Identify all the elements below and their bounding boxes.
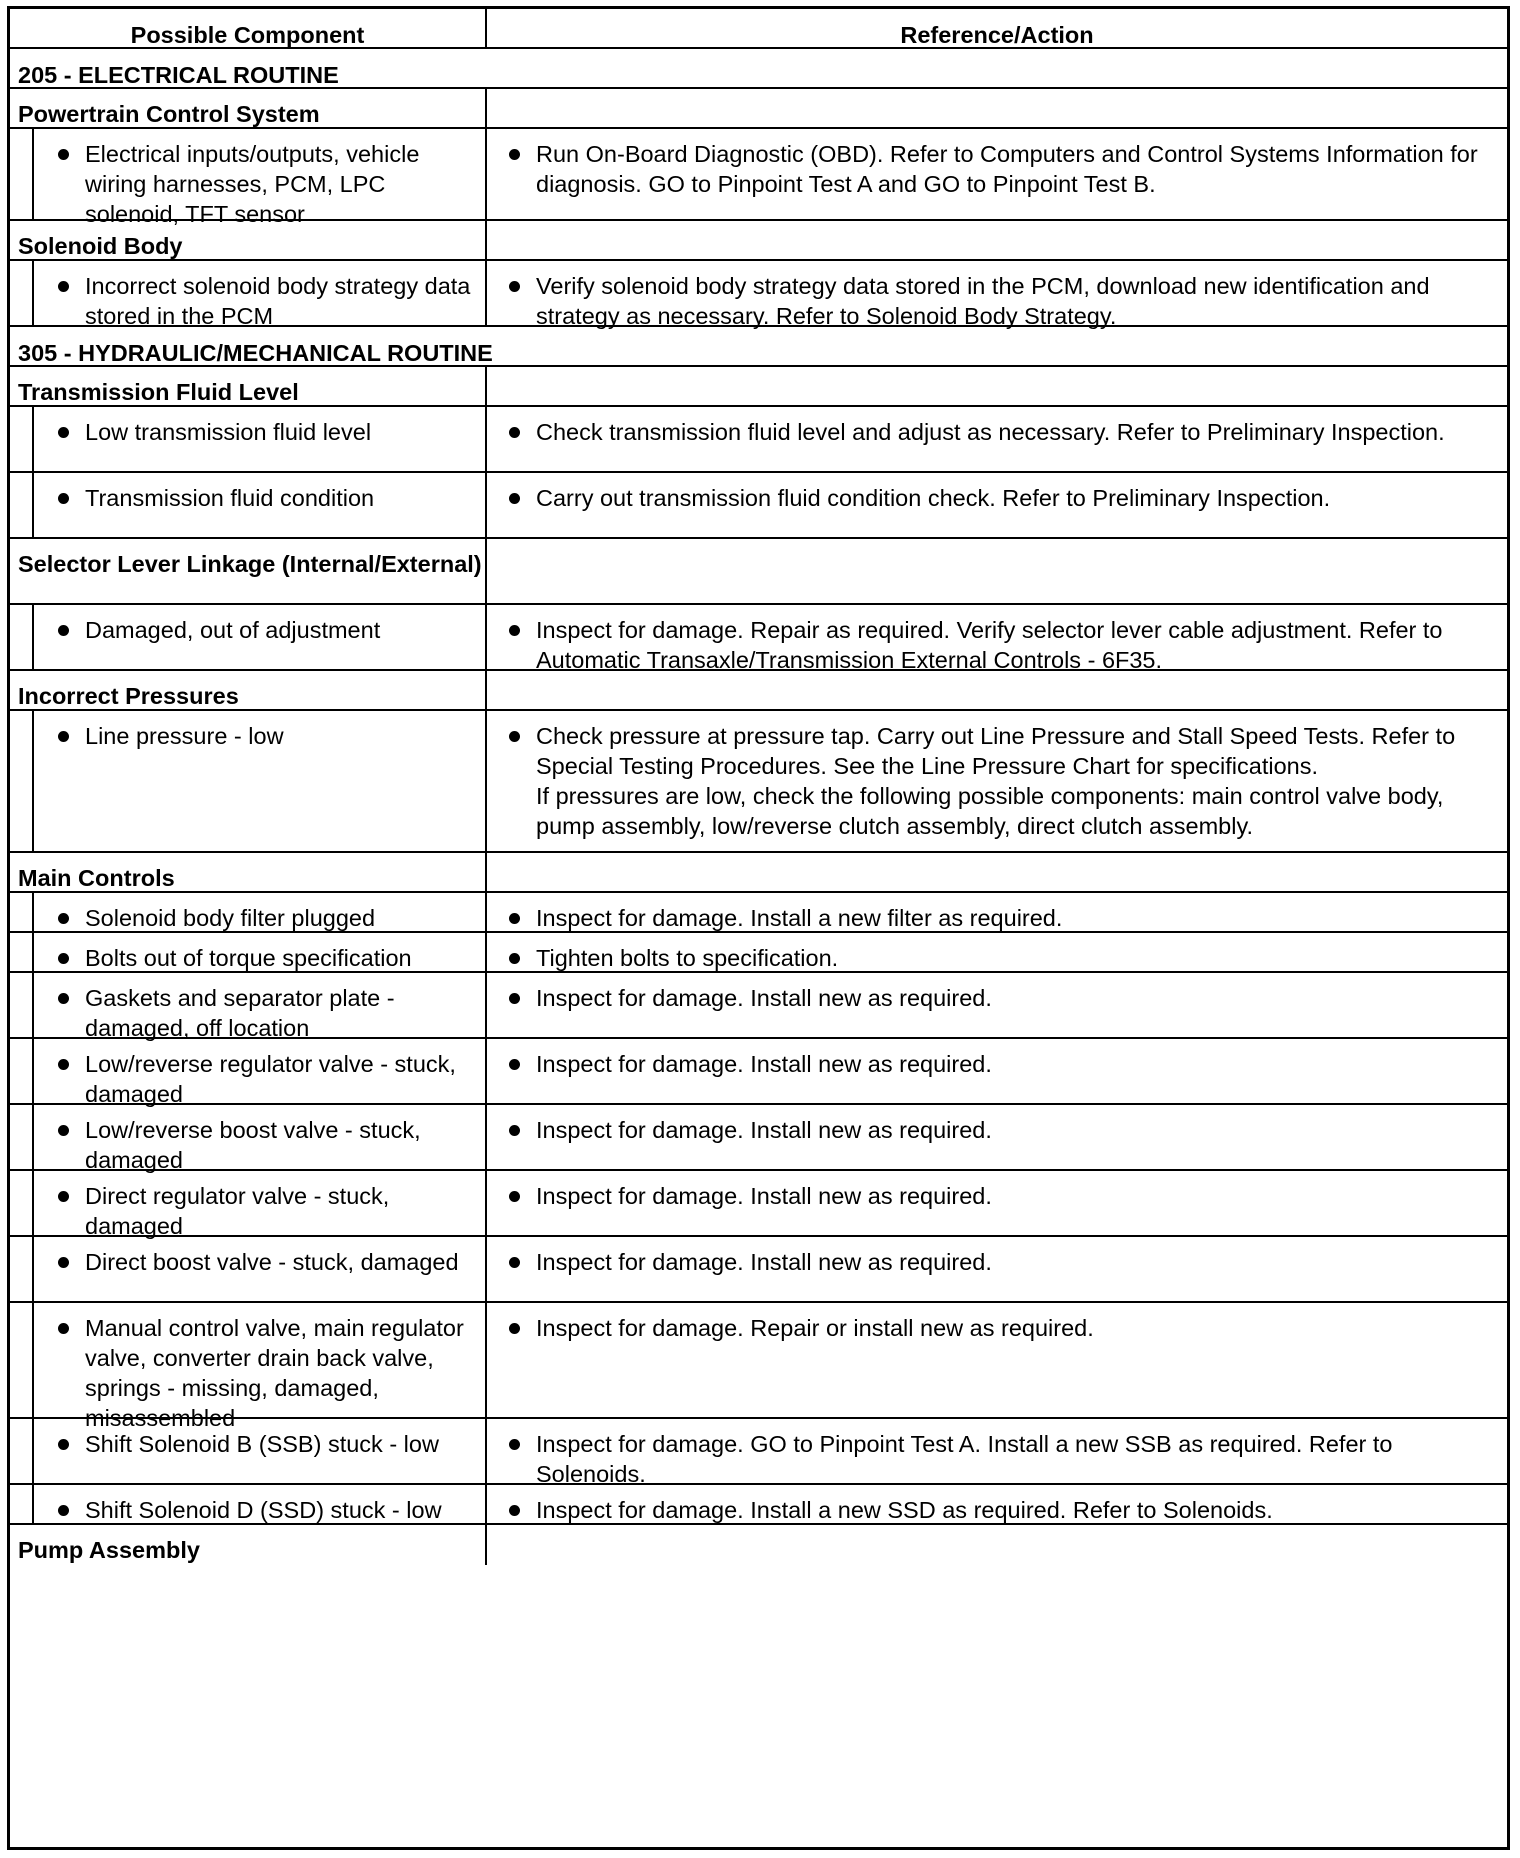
bullet-icon	[509, 913, 520, 924]
table-row	[10, 711, 1507, 853]
component-text: Direct regulator valve - stuck, damaged	[85, 1183, 390, 1239]
bullet-icon	[509, 625, 520, 636]
bullet-icon	[509, 731, 520, 742]
table-row	[10, 1237, 1507, 1303]
category-row	[10, 221, 1507, 261]
action-text: Check transmission fluid level and adjust as necessary. Refer to Preliminary Inspection.	[536, 419, 1445, 445]
component-text: Bolts out of torque specification	[85, 945, 412, 971]
action-text: Inspect for damage. Install a new SSD as required. Refer to Solenoids.	[536, 1497, 1273, 1523]
bullet-icon	[58, 625, 69, 636]
bullet-icon	[509, 1191, 520, 1202]
bullet-icon	[509, 1323, 520, 1334]
action-text: Inspect for damage. GO to Pinpoint Test A. Install a new SSB as required. Refer to Solenoids.	[536, 1431, 1393, 1487]
bullet-icon	[58, 913, 69, 924]
section-row: 205 - ELECTRICAL ROUTINE	[10, 49, 1507, 89]
table-row	[10, 1105, 1507, 1171]
component-text: Manual control valve, main regulator valve, converter drain back valve, springs - missing, damaged, misassembled	[85, 1315, 464, 1431]
component-text: Transmission fluid condition	[85, 485, 375, 511]
component-text: Direct boost valve - stuck, damaged	[85, 1249, 459, 1275]
category-label: Selector Lever Linkage (Internal/External)	[10, 539, 487, 603]
header-possible-component: Possible Component	[10, 9, 487, 47]
category-row	[10, 539, 1507, 605]
table-row	[10, 933, 1507, 973]
section-row: 305 - HYDRAULIC/MECHANICAL ROUTINE	[10, 327, 1507, 367]
category-label: Incorrect Pressures	[10, 671, 487, 709]
component-text: Solenoid body filter plugged	[85, 905, 376, 931]
table-row	[10, 473, 1507, 539]
bullet-icon	[509, 427, 520, 438]
category-row	[10, 367, 1507, 407]
bullet-icon	[509, 1439, 520, 1450]
component-text: Low/reverse regulator valve - stuck, damaged	[85, 1051, 456, 1107]
table-row	[10, 1039, 1507, 1105]
bullet-icon	[509, 1257, 520, 1268]
bullet-icon	[509, 281, 520, 292]
category-row	[10, 671, 1507, 711]
action-text: Run On-Board Diagnostic (OBD). Refer to Computers and Control Systems Information for diagnosis. GO to Pinpoint Test A and GO to Pinpoint Test B.	[536, 141, 1478, 197]
bullet-icon	[58, 1125, 69, 1136]
action-text: Check pressure at pressure tap. Carry out Line Pressure and Stall Speed Tests. Refer to Special Testing Procedures. See the Line Pressure Chart for specifications.	[536, 723, 1456, 779]
table-row	[10, 1171, 1507, 1237]
component-text: Low transmission fluid level	[85, 419, 372, 445]
component-text: Shift Solenoid D (SSD) stuck - low	[85, 1497, 442, 1523]
component-text: Low/reverse boost valve - stuck, damaged	[85, 1117, 421, 1173]
bullet-icon	[509, 149, 520, 160]
bullet-icon	[58, 993, 69, 1004]
bullet-icon	[58, 1059, 69, 1070]
component-text: Electrical inputs/outputs, vehicle wiring harnesses, PCM, LPC solenoid, TFT sensor	[85, 141, 420, 227]
action-text: Inspect for damage. Install new as required.	[536, 985, 992, 1011]
category-label: Transmission Fluid Level	[10, 367, 487, 405]
table-row	[10, 407, 1507, 473]
action-text: Inspect for damage. Install new as required.	[536, 1183, 992, 1209]
bullet-icon	[58, 149, 69, 160]
category-row	[10, 853, 1507, 893]
table-row	[10, 1303, 1507, 1431]
table-row	[10, 129, 1507, 227]
table-header	[10, 9, 1507, 49]
bullet-icon	[58, 281, 69, 292]
category-label: Powertrain Control System	[10, 89, 487, 127]
bullet-icon	[58, 1505, 69, 1516]
category-label: Main Controls	[10, 853, 487, 891]
bullet-icon	[58, 731, 69, 742]
component-text: Line pressure - low	[85, 723, 284, 749]
table-row	[10, 1485, 1507, 1525]
component-text: Gaskets and separator plate - damaged, off location	[85, 985, 395, 1041]
bullet-icon	[58, 1191, 69, 1202]
action-text: Verify solenoid body strategy data stored in the PCM, download new identification and strategy as necessary. Refer to Solenoid Body Strategy.	[536, 273, 1430, 329]
component-text: Damaged, out of adjustment	[85, 617, 381, 643]
category-label: Pump Assembly	[10, 1525, 487, 1565]
header-reference-action: Reference/Action	[900, 22, 1094, 48]
bullet-icon	[509, 1125, 520, 1136]
action-text: Inspect for damage. Install new as required.	[536, 1117, 992, 1143]
bullet-icon	[58, 1323, 69, 1334]
bullet-icon	[509, 493, 520, 504]
bullet-icon	[509, 993, 520, 1004]
bullet-icon	[58, 953, 69, 964]
action-text: Inspect for damage. Repair or install new as required.	[536, 1315, 1094, 1341]
action-text: Inspect for damage. Install new as required.	[536, 1249, 992, 1275]
category-row	[10, 1525, 1507, 1565]
component-text: Incorrect solenoid body strategy data stored in the PCM	[85, 273, 471, 329]
bullet-icon	[58, 1257, 69, 1268]
table-row	[10, 973, 1507, 1039]
action-text-continued: If pressures are low, check the following possible components: main control valve body, pump assembly, low/reverse clutch assembly, direct clutch assembly.	[536, 783, 1444, 839]
table-row	[10, 261, 1507, 327]
action-text: Inspect for damage. Install new as required.	[536, 1051, 992, 1077]
table-row	[10, 605, 1507, 671]
action-text: Carry out transmission fluid condition check. Refer to Preliminary Inspection.	[536, 485, 1331, 511]
diagnostic-table	[7, 6, 1510, 1850]
action-text: Inspect for damage. Repair as required. Verify selector lever cable adjustment. Refer to Automatic Transaxle/Transmission External Controls - 6F35.	[536, 617, 1443, 673]
bullet-icon	[58, 427, 69, 438]
bullet-icon	[509, 1059, 520, 1070]
action-text: Tighten bolts to specification.	[536, 945, 839, 971]
action-text: Inspect for damage. Install a new filter as required.	[536, 905, 1063, 931]
table-row	[10, 893, 1507, 933]
component-text: Shift Solenoid B (SSB) stuck - low	[85, 1431, 439, 1457]
bullet-icon	[509, 953, 520, 964]
category-label: Solenoid Body	[10, 221, 487, 259]
bullet-icon	[58, 493, 69, 504]
table-row	[10, 1419, 1507, 1485]
category-row	[10, 89, 1507, 129]
bullet-icon	[58, 1439, 69, 1450]
bullet-icon	[509, 1505, 520, 1516]
